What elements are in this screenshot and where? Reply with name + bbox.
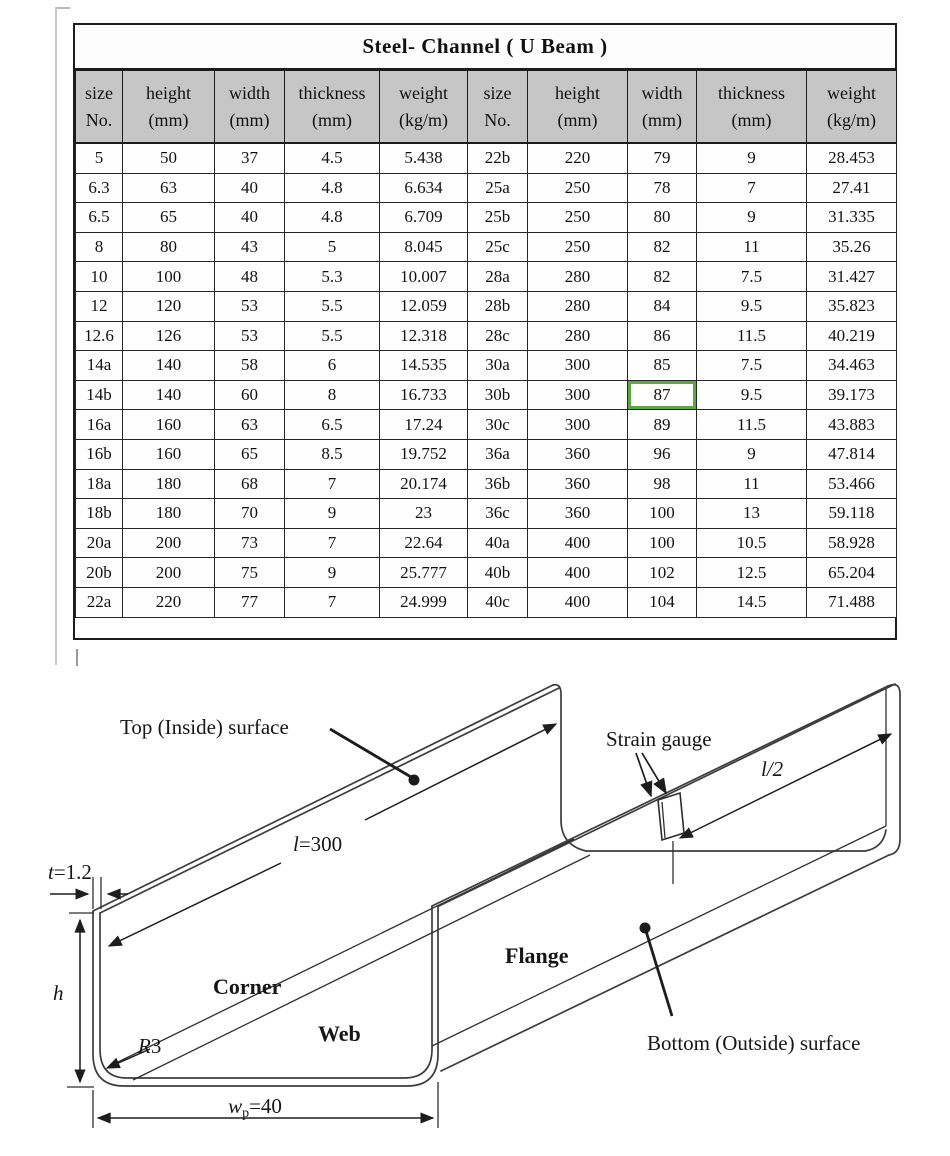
table-cell: 12 [76, 291, 123, 321]
label-top-surface: Top (Inside) surface [120, 715, 289, 739]
table-cell: 11 [697, 232, 807, 262]
table-cell: 4.8 [285, 203, 380, 233]
table-cell: 9 [285, 499, 380, 529]
table-cell: 9.5 [697, 380, 807, 410]
table-cell: 11.5 [697, 321, 807, 351]
table-cell: 280 [528, 291, 628, 321]
column-header: width (mm) [215, 71, 285, 144]
table-cell: 5.5 [285, 321, 380, 351]
column-header: thickness (mm) [285, 71, 380, 144]
table-cell: 100 [628, 499, 697, 529]
table-cell: 7.5 [697, 351, 807, 381]
label-corner: Corner [213, 974, 282, 999]
table-cell: 14a [76, 351, 123, 381]
table-cell: 30b [468, 380, 528, 410]
table-cell: 28c [468, 321, 528, 351]
table-cell: 100 [123, 262, 215, 292]
table-cell: 22a [76, 587, 123, 617]
table-cell: 20b [76, 558, 123, 588]
table-cell: 71.488 [807, 587, 897, 617]
table-cell: 23 [380, 499, 468, 529]
table-cell: 140 [123, 351, 215, 381]
table-cell: 20.174 [380, 469, 468, 499]
table-cell: 6.709 [380, 203, 468, 233]
column-header: width (mm) [628, 71, 697, 144]
table-cell: 53.466 [807, 469, 897, 499]
table-cell: 280 [528, 321, 628, 351]
table-cell: 180 [123, 499, 215, 529]
table-cell: 53 [215, 291, 285, 321]
table-cell: 360 [528, 439, 628, 469]
table-cell: 63 [123, 173, 215, 203]
table-cell: 60 [215, 380, 285, 410]
table-cell: 65 [215, 439, 285, 469]
table-cell: 120 [123, 291, 215, 321]
table-cell: 36b [468, 469, 528, 499]
table-cell: 8.5 [285, 439, 380, 469]
table-cell: 86 [628, 321, 697, 351]
table-cell: 48 [215, 262, 285, 292]
table-cell: 84 [628, 291, 697, 321]
column-header: weight (kg/m) [807, 71, 897, 144]
table-cell: 96 [628, 439, 697, 469]
label-radius: R3 [138, 1034, 162, 1058]
table-cell: 63 [215, 410, 285, 440]
table-cell: 12.5 [697, 558, 807, 588]
table-cell: 80 [628, 203, 697, 233]
table-cell: 18a [76, 469, 123, 499]
table-cell: 36a [468, 439, 528, 469]
table-cell: 7 [697, 173, 807, 203]
table-cell: 12.6 [76, 321, 123, 351]
table-cell: 10 [76, 262, 123, 292]
table-cell: 11.5 [697, 410, 807, 440]
table-cell: 10.5 [697, 528, 807, 558]
table-cell: 100 [628, 528, 697, 558]
table-cell: 7 [285, 587, 380, 617]
beam-drawing [93, 684, 900, 1086]
table-cell: 40.219 [807, 321, 897, 351]
table-cell: 65.204 [807, 558, 897, 588]
table-cell: 30c [468, 410, 528, 440]
table-cell: 34.463 [807, 351, 897, 381]
table-cell: 14.5 [697, 587, 807, 617]
table-cell: 9 [285, 558, 380, 588]
table-cell: 79 [628, 143, 697, 173]
table-cell: 98 [628, 469, 697, 499]
table-cell: 5 [76, 143, 123, 173]
table-cell: 58.928 [807, 528, 897, 558]
table-cell: 7 [285, 469, 380, 499]
table-cell: 30a [468, 351, 528, 381]
label-flange: Flange [505, 943, 569, 968]
table-cell: 28b [468, 291, 528, 321]
table-cell: 22b [468, 143, 528, 173]
label-half-length: l/2 [761, 757, 784, 781]
table-cell: 200 [123, 558, 215, 588]
table-cell: 28.453 [807, 143, 897, 173]
top-surface-dot [409, 775, 420, 786]
strain-gauge-symbol [658, 793, 684, 884]
table-cell: 6 [285, 351, 380, 381]
label-web: Web [318, 1021, 361, 1046]
leader-lines [107, 729, 672, 1068]
table-cell: 13 [697, 499, 807, 529]
table-cell: 300 [528, 380, 628, 410]
table-cell: 14.535 [380, 351, 468, 381]
label-web-width: wp=40 [228, 1094, 282, 1121]
table-cell: 22.64 [380, 528, 468, 558]
table-cell: 6.634 [380, 173, 468, 203]
table-cell: 25.777 [380, 558, 468, 588]
table-cell: 77 [215, 587, 285, 617]
table-cell: 40b [468, 558, 528, 588]
table-cell: 220 [123, 587, 215, 617]
table-cell: 70 [215, 499, 285, 529]
table-cell: 220 [528, 143, 628, 173]
table-cell: 11 [697, 469, 807, 499]
table-cell: 75 [215, 558, 285, 588]
column-header: height (mm) [123, 71, 215, 144]
table-cell: 16b [76, 439, 123, 469]
table-cell: 5.5 [285, 291, 380, 321]
label-height: h [53, 981, 64, 1005]
table-cell: 160 [123, 410, 215, 440]
table-cell: 43 [215, 232, 285, 262]
table-cell: 5.438 [380, 143, 468, 173]
bottom-surface-dot [640, 923, 651, 934]
table-cell: 65 [123, 203, 215, 233]
table-cell: 59.118 [807, 499, 897, 529]
column-header: weight (kg/m) [380, 71, 468, 144]
table-cell: 40a [468, 528, 528, 558]
table-cell: 14b [76, 380, 123, 410]
table-cell: 40 [215, 203, 285, 233]
table-cell: 6.5 [285, 410, 380, 440]
highlighted-cell: 87 [628, 380, 697, 410]
table-cell: 80 [123, 232, 215, 262]
table-cell: 8 [76, 232, 123, 262]
table-cell: 140 [123, 380, 215, 410]
table-cell: 360 [528, 469, 628, 499]
column-header: size No. [76, 71, 123, 144]
table-cell: 24.999 [380, 587, 468, 617]
table-cell: 9 [697, 203, 807, 233]
table-cell: 9 [697, 439, 807, 469]
table-cell: 89 [628, 410, 697, 440]
table-cell: 180 [123, 469, 215, 499]
table-cell: 250 [528, 203, 628, 233]
table-cell: 16a [76, 410, 123, 440]
table-cell: 73 [215, 528, 285, 558]
table-cell: 37 [215, 143, 285, 173]
table-cell: 82 [628, 262, 697, 292]
table-cell: 31.335 [807, 203, 897, 233]
table-cell: 12.059 [380, 291, 468, 321]
table-cell: 400 [528, 558, 628, 588]
table-cell: 28a [468, 262, 528, 292]
table-cell: 200 [123, 528, 215, 558]
table-cell: 360 [528, 499, 628, 529]
table-cell: 27.41 [807, 173, 897, 203]
table-cell: 300 [528, 351, 628, 381]
column-header: height (mm) [528, 71, 628, 144]
table-cell: 4.5 [285, 143, 380, 173]
table-title: Steel- Channel ( U Beam ) [75, 25, 895, 70]
table-cell: 400 [528, 528, 628, 558]
table-cell: 36c [468, 499, 528, 529]
table-cell: 6.3 [76, 173, 123, 203]
table-cell: 7 [285, 528, 380, 558]
table-cell: 18b [76, 499, 123, 529]
label-strain-gauge: Strain gauge [606, 727, 712, 751]
column-header: thickness (mm) [697, 71, 807, 144]
table-cell: 25c [468, 232, 528, 262]
table-cell: 35.823 [807, 291, 897, 321]
table-cell: 9.5 [697, 291, 807, 321]
table-cell: 160 [123, 439, 215, 469]
table-cell: 7.5 [697, 262, 807, 292]
table-cell: 9 [697, 143, 807, 173]
table-cell: 400 [528, 587, 628, 617]
table-cell: 68 [215, 469, 285, 499]
table-cell: 82 [628, 232, 697, 262]
table-cell: 6.5 [76, 203, 123, 233]
label-bottom-surface: Bottom (Outside) surface [647, 1031, 861, 1055]
table-cell: 31.427 [807, 262, 897, 292]
table-cell: 8 [285, 380, 380, 410]
table-cell: 280 [528, 262, 628, 292]
table-cell: 16.733 [380, 380, 468, 410]
table-cell: 126 [123, 321, 215, 351]
label-thickness: t=1.2 [48, 860, 92, 884]
table-cell: 25a [468, 173, 528, 203]
table-cell: 300 [528, 410, 628, 440]
table-cell: 5 [285, 232, 380, 262]
table-cell: 35.26 [807, 232, 897, 262]
table-cell: 5.3 [285, 262, 380, 292]
table-cell: 8.045 [380, 232, 468, 262]
table-cell: 39.173 [807, 380, 897, 410]
table-cell: 85 [628, 351, 697, 381]
column-header: size No. [468, 71, 528, 144]
table-cell: 47.814 [807, 439, 897, 469]
table-cell: 58 [215, 351, 285, 381]
table-cell: 53 [215, 321, 285, 351]
table-cell: 20a [76, 528, 123, 558]
table-cell: 102 [628, 558, 697, 588]
table-cell: 12.318 [380, 321, 468, 351]
table-cell: 19.752 [380, 439, 468, 469]
table-cell: 78 [628, 173, 697, 203]
table-cell: 40c [468, 587, 528, 617]
table-cell: 250 [528, 173, 628, 203]
table-cell: 10.007 [380, 262, 468, 292]
table-cell: 104 [628, 587, 697, 617]
table-cell: 17.24 [380, 410, 468, 440]
table-cell: 25b [468, 203, 528, 233]
table-cell: 43.883 [807, 410, 897, 440]
table-cell: 4.8 [285, 173, 380, 203]
table-cell: 40 [215, 173, 285, 203]
table-cell: 50 [123, 143, 215, 173]
label-length: l=300 [293, 832, 343, 856]
dimension-lines [50, 724, 891, 1128]
table-cell: 250 [528, 232, 628, 262]
